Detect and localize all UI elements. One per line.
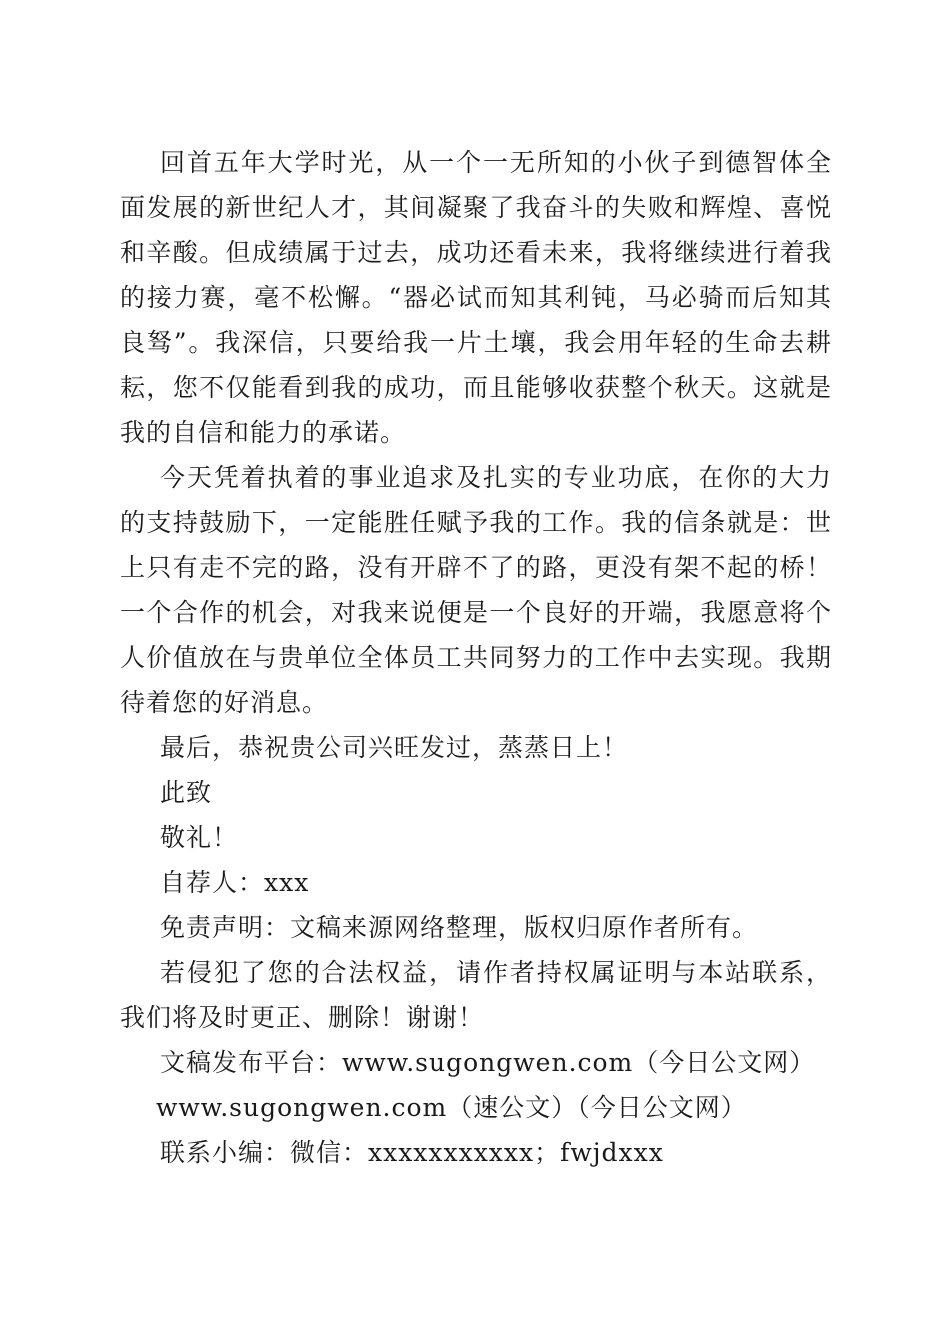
contact-line: 联系小编：微信：xxxxxxxxxxx；fwjdxxx [160, 1138, 664, 1167]
signature: 自荐人：xxx [160, 868, 310, 897]
closing-salutation: 此致 [160, 778, 213, 807]
paragraph-wishes: 最后，恭祝贵公司兴旺发过，蒸蒸日上！ [160, 733, 629, 762]
disclaimer-title: 免责声明：文稿来源网络整理，版权归原作者所有。 [160, 913, 759, 942]
closing-regards: 敬礼！ [160, 823, 239, 852]
website-line: www.sugongwen.com（速公文）（今日公文网） [156, 1093, 747, 1122]
platform-line: 文稿发布平台：www.sugongwen.com（今日公文网） [160, 1048, 816, 1077]
paragraph-commitment: 今天凭着执着的事业追求及扎实的专业功底，在你的大力的支持鼓励下，一定能胜任赋予我的工作。我的信条就是：世上只有走不完的路，没有开辟不了的路，更没有架不起的桥！一个合作的机会，对我来说便是一个良好的开端，我愿意将个人价值放在与贵单位全体员工共同努力的工作中去实现。我期待着您的好消息。 [120, 463, 832, 717]
letter-body [120, 140, 832, 1175]
disclaimer-body: 若侵犯了您的合法权益，请作者持权属证明与本站联系，我们将及时更正、删除！谢谢！ [120, 958, 832, 1032]
paragraph-reflection: 回首五年大学时光，从一个一无所知的小伙子到德智体全面发展的新世纪人才，其间凝聚了我奋斗的失败和辉煌、喜悦和辛酸。但成绩属于过去，成功还看未来，我将继续进行着我的接力赛，毫不松懈。“器必试而知其利钝，马必骑而后知其良驽”。我深信，只要给我一片土壤，我会用年轻的生命去耕耘，您不仅能看到我的成功，而且能够收获整个秋天。这就是我的自信和能力的承诺。 [120, 148, 832, 447]
